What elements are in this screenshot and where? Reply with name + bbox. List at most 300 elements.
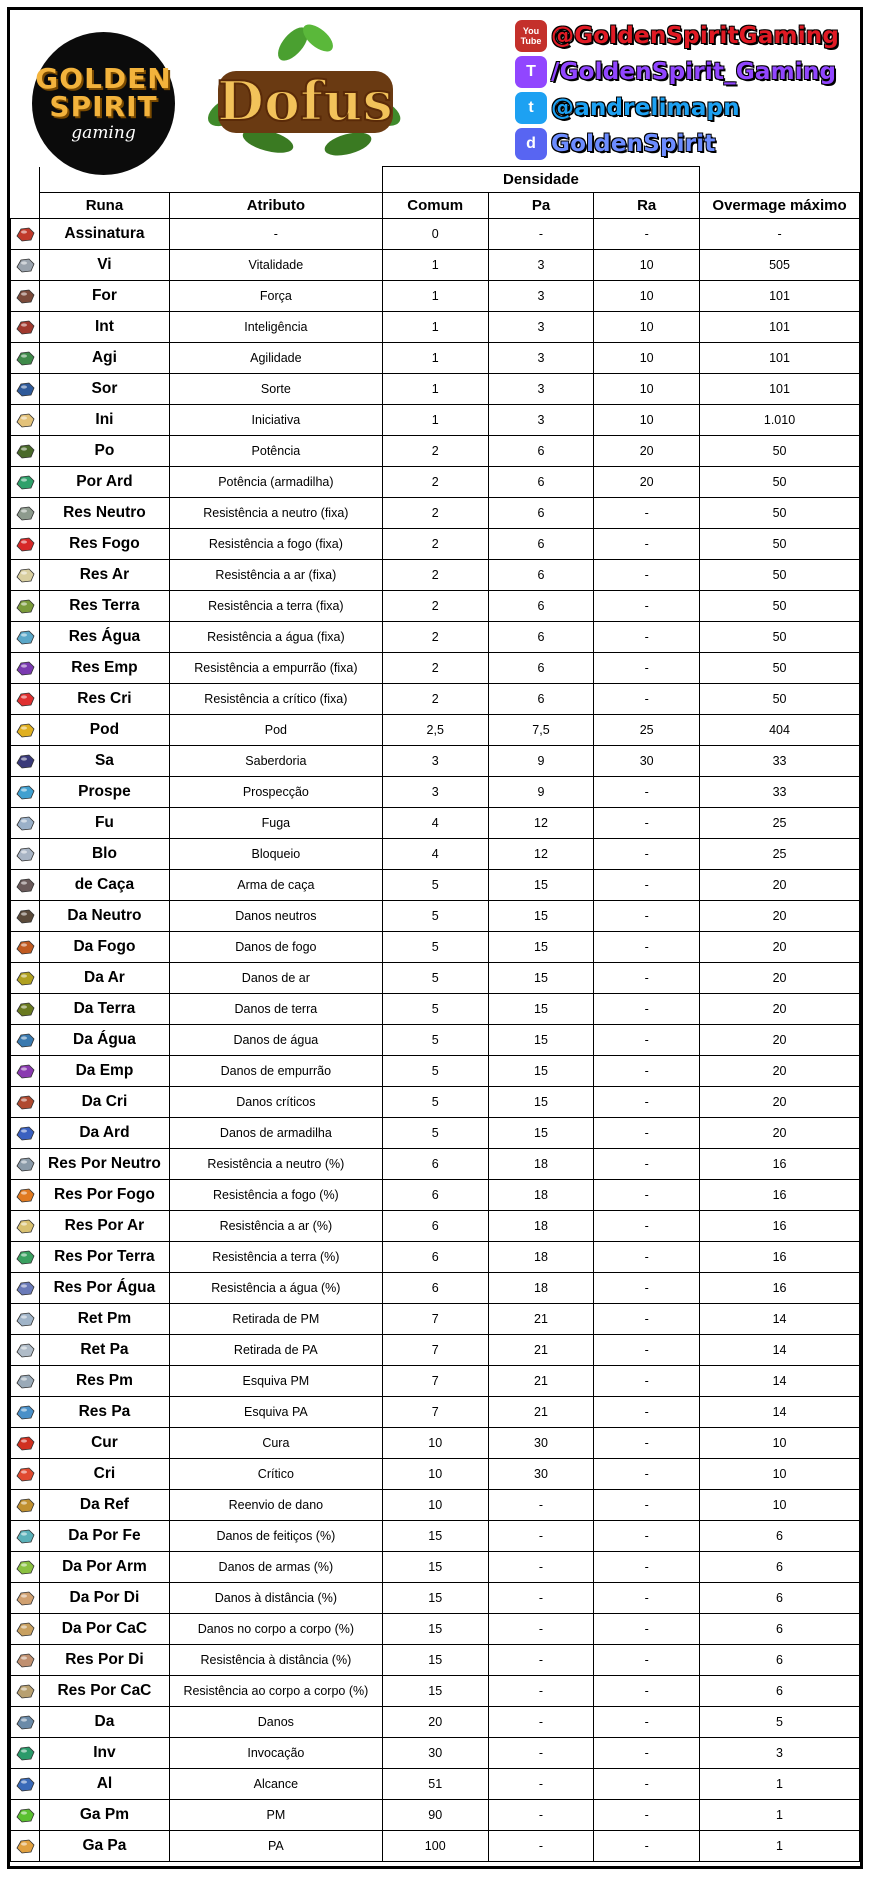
rune-attribute: Resistência a neutro (%) xyxy=(169,1149,382,1180)
table-row xyxy=(11,746,860,777)
rune-icon-cell xyxy=(11,1831,40,1862)
rune-name: Sa xyxy=(39,746,169,777)
rune-icon-cell xyxy=(11,374,40,405)
col-header-ra: Ra xyxy=(594,193,700,219)
density-ra: - xyxy=(594,1211,700,1242)
rune-name: Res Pa xyxy=(39,1397,169,1428)
density-ra: - xyxy=(594,653,700,684)
rune-attribute: Resistência a ar (fixa) xyxy=(169,560,382,591)
overmage-max: 50 xyxy=(700,591,860,622)
rune-attribute: Invocação xyxy=(169,1738,382,1769)
density-pa: 21 xyxy=(488,1304,594,1335)
social-row[interactable] xyxy=(515,126,839,162)
rune-icon-cell xyxy=(11,529,40,560)
ap-rune-icon xyxy=(14,1836,36,1856)
rune-name: Res Neutro xyxy=(39,498,169,529)
density-comum: 3 xyxy=(382,777,488,808)
table-row xyxy=(11,870,860,901)
density-pa: 3 xyxy=(488,374,594,405)
density-ra: - xyxy=(594,963,700,994)
overmage-max: 6 xyxy=(700,1583,860,1614)
density-pa: 18 xyxy=(488,1211,594,1242)
table-row xyxy=(11,560,860,591)
table-row xyxy=(11,1211,860,1242)
overmage-max: 6 xyxy=(700,1676,860,1707)
density-pa: 18 xyxy=(488,1149,594,1180)
overmage-max: 6 xyxy=(700,1645,860,1676)
density-ra: - xyxy=(594,1242,700,1273)
density-comum: 51 xyxy=(382,1769,488,1800)
agility-rune-icon xyxy=(14,348,36,368)
rune-name: Res Cri xyxy=(39,684,169,715)
col-header-pa: Pa xyxy=(488,193,594,219)
density-ra: - xyxy=(594,1645,700,1676)
density-comum: 5 xyxy=(382,932,488,963)
overmage-max: 14 xyxy=(700,1304,860,1335)
rune-name: Int xyxy=(39,312,169,343)
rune-icon-cell xyxy=(11,405,40,436)
rune-name: Res Por CaC xyxy=(39,1676,169,1707)
density-ra: - xyxy=(594,994,700,1025)
density-comum: 5 xyxy=(382,1087,488,1118)
rune-attribute: Danos de fogo xyxy=(169,932,382,963)
overmage-max: 16 xyxy=(700,1149,860,1180)
water-res-rune-icon xyxy=(14,627,36,647)
table-row xyxy=(11,1056,860,1087)
rune-name: de Caça xyxy=(39,870,169,901)
table-row xyxy=(11,467,860,498)
rune-name: Da Ar xyxy=(39,963,169,994)
density-pa: 7,5 xyxy=(488,715,594,746)
rune-icon-cell xyxy=(11,1707,40,1738)
density-pa: 6 xyxy=(488,653,594,684)
rune-icon-cell xyxy=(11,250,40,281)
rune-attribute: Resistência a terra (fixa) xyxy=(169,591,382,622)
pushback-res-rune-icon xyxy=(14,658,36,678)
overmage-max: 50 xyxy=(700,467,860,498)
density-comum: 1 xyxy=(382,250,488,281)
critical-res-rune-icon xyxy=(14,689,36,709)
density-comum: 7 xyxy=(382,1335,488,1366)
rune-attribute: Resistência a água (fixa) xyxy=(169,622,382,653)
density-ra: - xyxy=(594,1397,700,1428)
rune-name: Da Fogo xyxy=(39,932,169,963)
social-row[interactable] xyxy=(515,54,839,90)
rune-icon-cell xyxy=(11,1335,40,1366)
overmage-max: 50 xyxy=(700,498,860,529)
density-comum: 15 xyxy=(382,1676,488,1707)
social-row[interactable] xyxy=(515,18,839,54)
density-pa: - xyxy=(488,1831,594,1862)
overmage-max: 20 xyxy=(700,1025,860,1056)
density-comum: 1 xyxy=(382,343,488,374)
density-ra: - xyxy=(594,1304,700,1335)
rune-name: Da Água xyxy=(39,1025,169,1056)
melee-res-rune-icon xyxy=(14,1681,36,1701)
rune-name: Res Por Di xyxy=(39,1645,169,1676)
rune-attribute: PM xyxy=(169,1800,382,1831)
rune-name: Ga Pm xyxy=(39,1800,169,1831)
rune-icon-cell xyxy=(11,901,40,932)
density-pa: 6 xyxy=(488,622,594,653)
density-ra: 25 xyxy=(594,715,700,746)
rune-attribute: Danos à distância (%) xyxy=(169,1583,382,1614)
table-row xyxy=(11,1707,860,1738)
density-ra: - xyxy=(594,1335,700,1366)
density-comum: 4 xyxy=(382,839,488,870)
density-comum: 2 xyxy=(382,560,488,591)
ap-reduction-rune-icon xyxy=(14,1340,36,1360)
density-comum: 6 xyxy=(382,1180,488,1211)
vitality-rune-icon xyxy=(14,255,36,275)
table-row xyxy=(11,1025,860,1056)
density-comum: 3 xyxy=(382,746,488,777)
overmage-max: 3 xyxy=(700,1738,860,1769)
table-row xyxy=(11,622,860,653)
density-comum: 7 xyxy=(382,1397,488,1428)
density-ra: - xyxy=(594,1521,700,1552)
density-ra: - xyxy=(594,622,700,653)
table-row xyxy=(11,1769,860,1800)
density-comum: 5 xyxy=(382,1025,488,1056)
overmage-max: 20 xyxy=(700,1087,860,1118)
rune-attribute: Vitalidade xyxy=(169,250,382,281)
density-comum: 15 xyxy=(382,1521,488,1552)
rune-name: Prospe xyxy=(39,777,169,808)
rune-attribute: Resistência a empurrão (fixa) xyxy=(169,653,382,684)
rune-icon-cell xyxy=(11,1056,40,1087)
rune-attribute: Resistência ao corpo a corpo (%) xyxy=(169,1676,382,1707)
density-pa: 18 xyxy=(488,1273,594,1304)
rune-attribute: Danos críticos xyxy=(169,1087,382,1118)
social-handle[interactable]: @andrelimapn xyxy=(551,95,740,121)
density-pa: 6 xyxy=(488,529,594,560)
density-comum: 7 xyxy=(382,1366,488,1397)
rune-name: Fu xyxy=(39,808,169,839)
rune-attribute: Bloqueio xyxy=(169,839,382,870)
logo-line-3: gaming xyxy=(71,122,136,143)
table-row xyxy=(11,1366,860,1397)
rune-attribute: Saberdoria xyxy=(169,746,382,777)
rune-attribute: Resistência a ar (%) xyxy=(169,1211,382,1242)
spell-damage-rune-icon xyxy=(14,1526,36,1546)
density-ra: - xyxy=(594,1769,700,1800)
rune-name: Res Fogo xyxy=(39,529,169,560)
density-pa: 15 xyxy=(488,963,594,994)
rune-attribute: Resistência a fogo (%) xyxy=(169,1180,382,1211)
rune-name: Inv xyxy=(39,1738,169,1769)
initiative-rune-icon xyxy=(14,410,36,430)
rune-icon-cell xyxy=(11,219,40,250)
overmage-max: 10 xyxy=(700,1490,860,1521)
rune-icon-cell xyxy=(11,1521,40,1552)
table-row xyxy=(11,1521,860,1552)
density-pa: 21 xyxy=(488,1366,594,1397)
table-row xyxy=(11,250,860,281)
table-row xyxy=(11,1335,860,1366)
rune-icon-cell xyxy=(11,994,40,1025)
social-row[interactable] xyxy=(515,90,839,126)
rune-attribute: Agilidade xyxy=(169,343,382,374)
density-comum: 7 xyxy=(382,1304,488,1335)
table-row xyxy=(11,1831,860,1862)
rune-icon-cell xyxy=(11,1242,40,1273)
overmage-max: 10 xyxy=(700,1459,860,1490)
table-row xyxy=(11,1459,860,1490)
social-handle[interactable]: /GoldenSpirit_Gaming xyxy=(551,59,837,85)
density-pa: 15 xyxy=(488,932,594,963)
rune-attribute: Danos de armas (%) xyxy=(169,1552,382,1583)
overmage-max: 25 xyxy=(700,839,860,870)
density-pa: 30 xyxy=(488,1428,594,1459)
density-pa: 12 xyxy=(488,839,594,870)
table-row xyxy=(11,219,860,250)
density-pa: 6 xyxy=(488,467,594,498)
density-ra: - xyxy=(594,591,700,622)
rune-attribute: Danos de terra xyxy=(169,994,382,1025)
rune-attribute: Retirada de PM xyxy=(169,1304,382,1335)
density-comum: 2,5 xyxy=(382,715,488,746)
rune-attribute: Danos no corpo a corpo (%) xyxy=(169,1614,382,1645)
density-ra: - xyxy=(594,1428,700,1459)
overmage-max: 101 xyxy=(700,374,860,405)
density-ra: - xyxy=(594,1118,700,1149)
overmage-max: 50 xyxy=(700,436,860,467)
rune-attribute: Resistência à distância (%) xyxy=(169,1645,382,1676)
table-row xyxy=(11,1304,860,1335)
density-pa: 3 xyxy=(488,405,594,436)
density-pa: 15 xyxy=(488,870,594,901)
table-row xyxy=(11,591,860,622)
density-pa: - xyxy=(488,1614,594,1645)
range-rune-icon xyxy=(14,1774,36,1794)
density-pa: 9 xyxy=(488,746,594,777)
overmage-max: 1 xyxy=(700,1800,860,1831)
strength-rune-icon xyxy=(14,286,36,306)
density-ra: - xyxy=(594,808,700,839)
overmage-max: 16 xyxy=(700,1180,860,1211)
discord-icon: d xyxy=(515,128,547,160)
density-pa: - xyxy=(488,1521,594,1552)
overmage-max: 20 xyxy=(700,870,860,901)
rune-attribute: Danos de armadilha xyxy=(169,1118,382,1149)
density-comum: 2 xyxy=(382,436,488,467)
neutral-res-rune-icon xyxy=(14,503,36,523)
summon-rune-icon xyxy=(14,1743,36,1763)
density-pa: 9 xyxy=(488,777,594,808)
overmage-max: 16 xyxy=(700,1273,860,1304)
water-percent-res-rune-icon xyxy=(14,1278,36,1298)
fire-percent-res-rune-icon xyxy=(14,1185,36,1205)
density-pa: 15 xyxy=(488,994,594,1025)
rune-attribute: - xyxy=(169,219,382,250)
table-row xyxy=(11,1149,860,1180)
density-ra: - xyxy=(594,777,700,808)
rune-icon-cell xyxy=(11,1397,40,1428)
chance-rune-icon xyxy=(14,379,36,399)
rune-attribute: Pod xyxy=(169,715,382,746)
overmage-max: 33 xyxy=(700,777,860,808)
rune-icon-cell xyxy=(11,808,40,839)
table-row xyxy=(11,932,860,963)
density-comum: 30 xyxy=(382,1738,488,1769)
rune-icon-cell xyxy=(11,1118,40,1149)
rune-name: Res Por Terra xyxy=(39,1242,169,1273)
rune-icon-cell xyxy=(11,777,40,808)
rune-name: Da Por CaC xyxy=(39,1614,169,1645)
rune-icon-cell xyxy=(11,1180,40,1211)
table-row xyxy=(11,1583,860,1614)
density-ra: - xyxy=(594,901,700,932)
heal-rune-icon xyxy=(14,1433,36,1453)
overmage-max: 6 xyxy=(700,1521,860,1552)
table-row xyxy=(11,1397,860,1428)
density-comum: 1 xyxy=(382,374,488,405)
rune-icon-cell xyxy=(11,560,40,591)
rune-icon-cell xyxy=(11,1366,40,1397)
rune-name: Res Por Neutro xyxy=(39,1149,169,1180)
density-ra: 10 xyxy=(594,405,700,436)
overmage-max: 101 xyxy=(700,312,860,343)
column-header-row xyxy=(11,193,860,219)
rune-icon-cell xyxy=(11,870,40,901)
table-row xyxy=(11,1087,860,1118)
density-ra: - xyxy=(594,1738,700,1769)
critical-rune-icon xyxy=(14,1464,36,1484)
table-row xyxy=(11,1242,860,1273)
rune-name: Da Neutro xyxy=(39,901,169,932)
rune-attribute: Retirada de PA xyxy=(169,1335,382,1366)
rune-name: Da Por Di xyxy=(39,1583,169,1614)
density-comum: 15 xyxy=(382,1552,488,1583)
overmage-max: 20 xyxy=(700,994,860,1025)
reflect-rune-icon xyxy=(14,1495,36,1515)
rune-name: Ga Pa xyxy=(39,1831,169,1862)
rune-name: Sor xyxy=(39,374,169,405)
rune-name: Res Por Fogo xyxy=(39,1180,169,1211)
density-ra: - xyxy=(594,1087,700,1118)
overmage-max: 50 xyxy=(700,560,860,591)
rune-name: Cri xyxy=(39,1459,169,1490)
rune-attribute: Resistência a crítico (fixa) xyxy=(169,684,382,715)
rune-name: Da xyxy=(39,1707,169,1738)
density-pa: 30 xyxy=(488,1459,594,1490)
density-ra: - xyxy=(594,839,700,870)
table-row xyxy=(11,405,860,436)
density-ra: - xyxy=(594,1614,700,1645)
mp-reduction-rune-icon xyxy=(14,1309,36,1329)
page-frame xyxy=(7,7,863,1869)
lock-rune-icon xyxy=(14,844,36,864)
logo-line-1: GOLDEN xyxy=(35,61,172,95)
rune-attribute: Danos de água xyxy=(169,1025,382,1056)
fire-damage-rune-icon xyxy=(14,937,36,957)
density-ra: - xyxy=(594,684,700,715)
density-comum: 20 xyxy=(382,1707,488,1738)
neutral-damage-rune-icon xyxy=(14,906,36,926)
water-damage-rune-icon xyxy=(14,1030,36,1050)
rune-attribute: Potência xyxy=(169,436,382,467)
density-pa: 21 xyxy=(488,1397,594,1428)
density-ra: 20 xyxy=(594,436,700,467)
rune-attribute: Inteligência xyxy=(169,312,382,343)
overmage-max: 25 xyxy=(700,808,860,839)
table-row xyxy=(11,994,860,1025)
rune-name: Agi xyxy=(39,343,169,374)
ranged-res-rune-icon xyxy=(14,1650,36,1670)
social-handle[interactable]: GoldenSpirit xyxy=(551,131,716,157)
social-handle[interactable]: @GoldenSpiritGaming xyxy=(551,23,840,49)
col-header-atributo: Atributo xyxy=(169,193,382,219)
rune-attribute: Esquiva PM xyxy=(169,1366,382,1397)
rune-attribute: Esquiva PA xyxy=(169,1397,382,1428)
social-links xyxy=(515,18,839,162)
rune-icon-cell xyxy=(11,1738,40,1769)
density-comum: 6 xyxy=(382,1149,488,1180)
rune-icon-cell xyxy=(11,1614,40,1645)
melee-damage-rune-icon xyxy=(14,1619,36,1639)
density-ra: - xyxy=(594,1490,700,1521)
density-pa: - xyxy=(488,219,594,250)
rune-name: Cur xyxy=(39,1428,169,1459)
density-pa: 6 xyxy=(488,591,594,622)
air-damage-rune-icon xyxy=(14,968,36,988)
density-pa: 15 xyxy=(488,1056,594,1087)
overmage-max: 50 xyxy=(700,529,860,560)
rune-name: Ini xyxy=(39,405,169,436)
group-header-row xyxy=(11,167,860,193)
density-comum: 6 xyxy=(382,1211,488,1242)
density-comum: 15 xyxy=(382,1614,488,1645)
density-comum: 6 xyxy=(382,1242,488,1273)
density-pa: 15 xyxy=(488,1118,594,1149)
density-ra: 20 xyxy=(594,467,700,498)
table-row xyxy=(11,312,860,343)
youtube-icon: You Tube xyxy=(515,20,547,52)
rune-name: Al xyxy=(39,1769,169,1800)
rune-attribute: Danos xyxy=(169,1707,382,1738)
rune-icon-cell xyxy=(11,1304,40,1335)
ap-parry-rune-icon xyxy=(14,1402,36,1422)
rune-name: For xyxy=(39,281,169,312)
col-header-runa: Runa xyxy=(39,193,169,219)
overmage-max: 20 xyxy=(700,932,860,963)
rune-name: Da Cri xyxy=(39,1087,169,1118)
density-ra: - xyxy=(594,1831,700,1862)
density-ra: - xyxy=(594,1707,700,1738)
wisdom-rune-icon xyxy=(14,751,36,771)
rune-attribute: Iniciativa xyxy=(169,405,382,436)
rune-attribute: Resistência a fogo (fixa) xyxy=(169,529,382,560)
overmage-max: 14 xyxy=(700,1366,860,1397)
air-res-rune-icon xyxy=(14,565,36,585)
density-comum: 2 xyxy=(382,498,488,529)
weapon-damage-rune-icon xyxy=(14,1557,36,1577)
rune-icon-cell xyxy=(11,963,40,994)
table-row xyxy=(11,343,860,374)
col-header-comum: Comum xyxy=(382,193,488,219)
rune-attribute: Resistência a neutro (fixa) xyxy=(169,498,382,529)
rune-icon-cell xyxy=(11,1583,40,1614)
intelligence-rune-icon xyxy=(14,317,36,337)
density-ra: - xyxy=(594,932,700,963)
rune-name: Res Água xyxy=(39,622,169,653)
density-pa: 15 xyxy=(488,901,594,932)
table-row xyxy=(11,1118,860,1149)
density-comum: 1 xyxy=(382,312,488,343)
rune-attribute: Danos neutros xyxy=(169,901,382,932)
density-ra: - xyxy=(594,1676,700,1707)
